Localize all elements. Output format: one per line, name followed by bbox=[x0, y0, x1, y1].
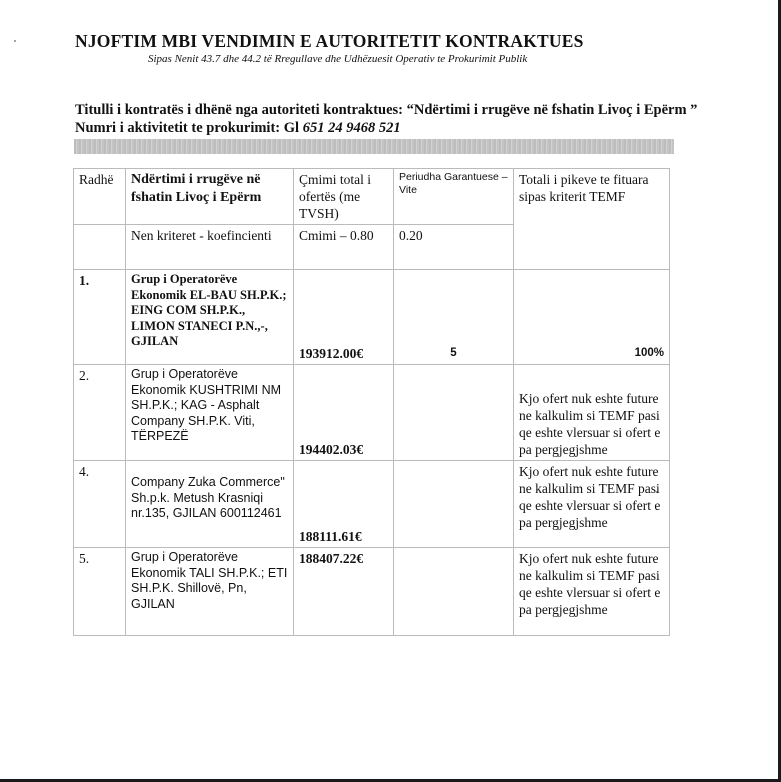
row-rank: 1. bbox=[74, 270, 126, 365]
row-warranty bbox=[394, 365, 514, 461]
row-rank: 2. bbox=[74, 365, 126, 461]
row-bidder: Grup i Operatorëve Ekonomik EL-BAU SH.P.K.; EING COM SH.P.K., LIMON STANECI P.N.,-, GJILAN bbox=[126, 270, 294, 365]
criteria-price-weight: Cmimi – 0.80 bbox=[294, 225, 394, 270]
row-price: 188407.22€ bbox=[294, 548, 394, 636]
header-rank: Radhë bbox=[74, 169, 126, 225]
row-total: Kjo ofert nuk eshte future ne kalkulim si TEMF pasi qe eshte vlersuar si ofert e pa pergjegjshme bbox=[514, 365, 670, 461]
criteria-label: Nen kriteret - koefincienti bbox=[126, 225, 294, 270]
row-warranty: 5 bbox=[394, 270, 514, 365]
table-row bbox=[74, 548, 670, 636]
table-header-row bbox=[74, 169, 670, 225]
header-warranty: Periudha Garantuese – Vite bbox=[394, 169, 514, 225]
document-subtitle: Sipas Nenit 43.7 dhe 44.2 të Rregullave dhe Udhëzuesit Operativ te Prokurimit Publik bbox=[148, 53, 528, 65]
header-total: Totali i pikeve te fituara sipas kriterit TEMF bbox=[514, 169, 670, 270]
row-rank: 4. bbox=[74, 461, 126, 548]
row-total: Kjo ofert nuk eshte future ne kalkulim si TEMF pasi qe eshte vlersuar si ofert e pa pergjegjshme bbox=[514, 548, 670, 636]
row-price: 193912.00€ bbox=[294, 270, 394, 365]
scan-speck bbox=[14, 40, 16, 42]
evaluation-table bbox=[73, 168, 670, 636]
procurement-number: 651 24 9468 521 bbox=[302, 120, 401, 136]
table-row bbox=[74, 365, 670, 461]
table-row bbox=[74, 461, 670, 548]
row-bidder: Grup i Operatorëve Ekonomik KUSHTRIMI NM SH.P.K.; KAG - Asphalt Company SH.P.K. Viti, TËRPEZË bbox=[126, 365, 294, 461]
header-price: Çmimi total i ofertës (me TVSH) bbox=[294, 169, 394, 225]
shaded-separator-bar bbox=[74, 139, 674, 154]
row-price: 194402.03€ bbox=[294, 365, 394, 461]
criteria-rank-cell bbox=[74, 225, 126, 270]
row-bidder: Company Zuka Commerce" Sh.p.k. Metush Krasniqi nr.135, GJILAN 600112461 bbox=[126, 461, 294, 548]
row-bidder: Grup i Operatorëve Ekonomik TALI SH.P.K.; ETI SH.P.K. Shillovë, Pn, GJILAN bbox=[126, 548, 294, 636]
row-total: 100% bbox=[514, 270, 670, 365]
contract-label: Titulli i kontratës i dhënë nga autoriteti kontraktues: “Ndërtimi i rrugëve në fshatin Livoç i Epërm ” Numri i aktivitetit te prokurimit: Gl bbox=[75, 102, 698, 136]
row-price: 188111.61€ bbox=[294, 461, 394, 548]
criteria-warranty-weight: 0.20 bbox=[394, 225, 514, 270]
row-warranty bbox=[394, 548, 514, 636]
header-project: Ndërtimi i rrugëve në fshatin Livoç i Epërm bbox=[126, 169, 294, 225]
row-warranty bbox=[394, 461, 514, 548]
row-total: Kjo ofert nuk eshte future ne kalkulim si TEMF pasi qe eshte vlersuar si ofert e pa pergjegjshme bbox=[514, 461, 670, 548]
table-row bbox=[74, 270, 670, 365]
contract-title bbox=[75, 101, 715, 137]
row-rank: 5. bbox=[74, 548, 126, 636]
document-title: NJOFTIM MBI VENDIMIN E AUTORITETIT KONTRAKTUES bbox=[75, 31, 584, 51]
